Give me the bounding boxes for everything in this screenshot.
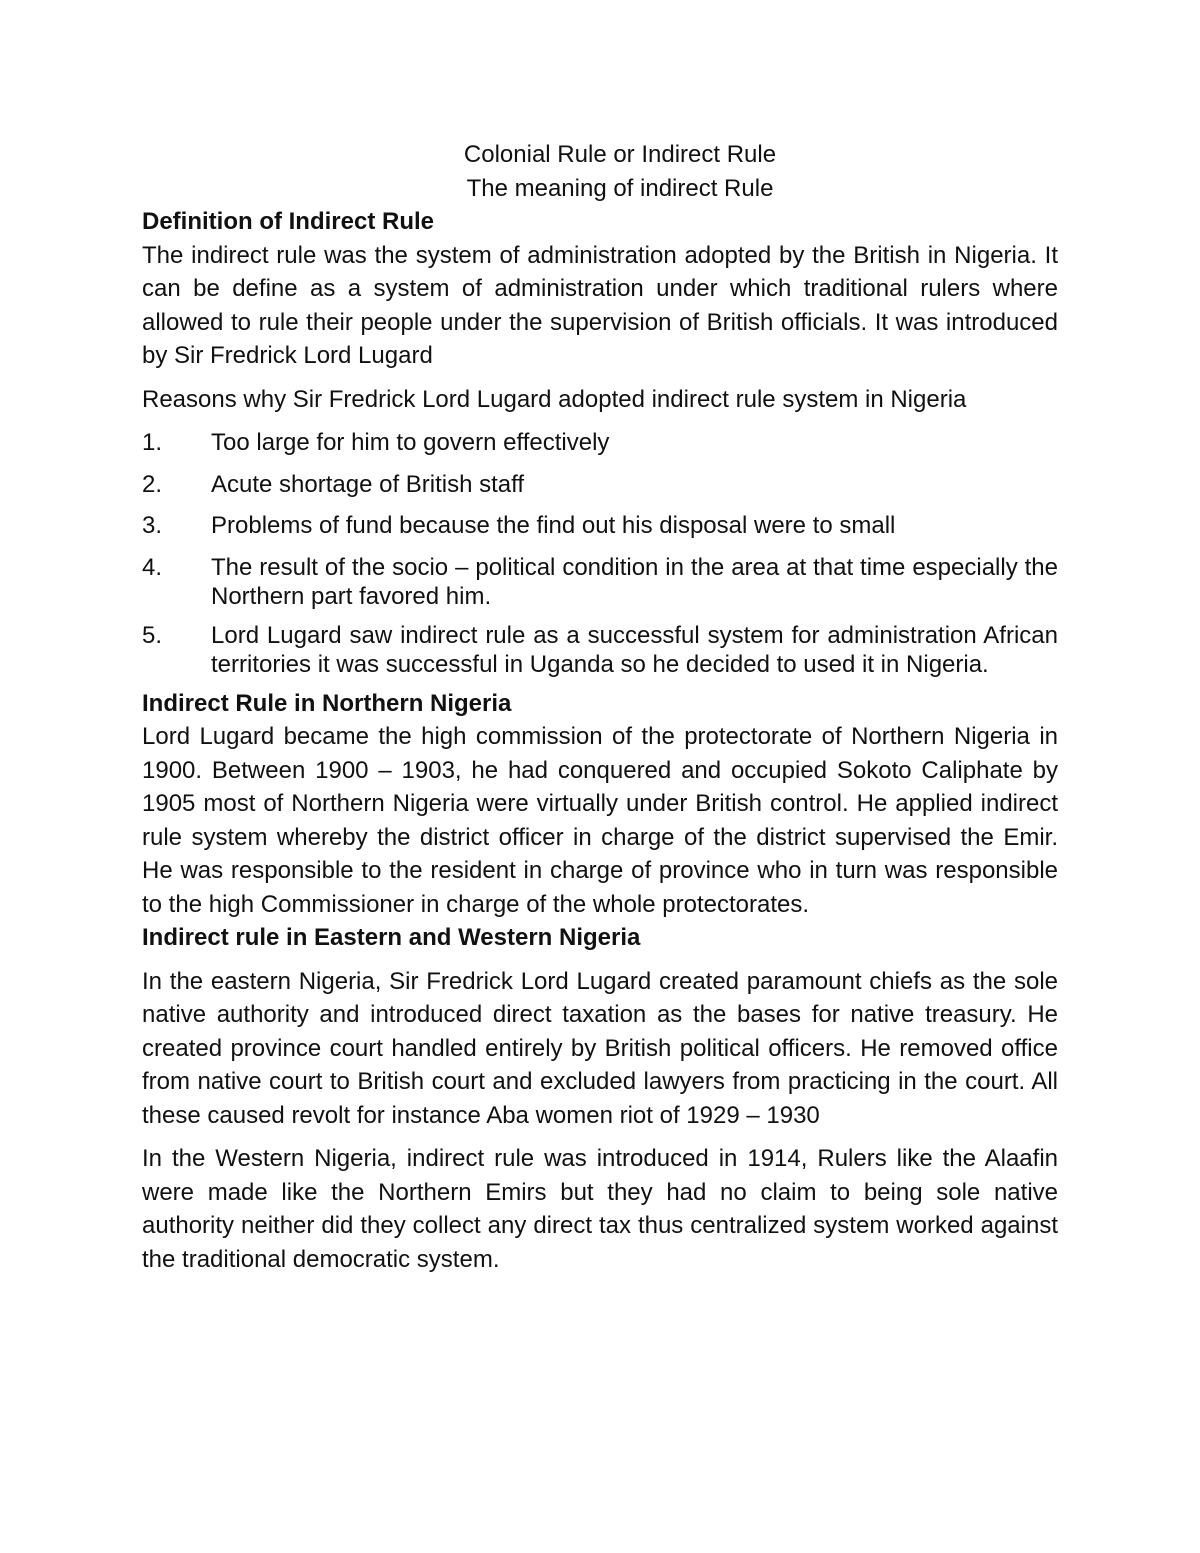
- list-item-number: 4.: [142, 553, 163, 581]
- list-item-number: 1.: [142, 429, 163, 456]
- document-subtitle: The meaning of indirect Rule: [466, 174, 774, 202]
- list-item: [142, 551, 1058, 611]
- list-item-number: 2.: [142, 470, 163, 498]
- list-item: [142, 619, 1058, 679]
- list-item-text: The result of the socio – political condition in the area at that time especially the Northern part favored him.: [211, 553, 1058, 610]
- heading-northern: Indirect Rule in Northern Nigeria: [142, 689, 512, 717]
- list-item-text: Lord Lugard saw indirect rule as a successful system for administration African territories it was successful in Uganda so he decided to used it in Nigeria.: [211, 621, 1058, 678]
- list-item: [142, 468, 1058, 502]
- document-page: [142, 138, 1058, 1276]
- list-item-text: Too large for him to govern effectively: [211, 429, 610, 456]
- paragraph-western: In the Western Nigeria, indirect rule was introduced in 1914, Rulers like the Alaafin were made like the Northern Emirs but they had no claim to being sole native authority neither did they collect any direct tax thus centralized system worked against the traditional democratic system.: [142, 1145, 1058, 1273]
- list-item-text: Problems of fund because the find out his disposal were to small: [211, 512, 896, 539]
- reasons-intro: Reasons why Sir Fredrick Lord Lugard adopted indirect rule system in Nigeria: [142, 385, 967, 413]
- paragraph-definition: The indirect rule was the system of administration adopted by the British in Nigeria. It can be define as a system of administration under which traditional rulers where allowed to rule their people under the supervision of British officials. It was introduced by Sir Fredrick Lord Lugard: [142, 241, 1058, 369]
- document-title: Colonial Rule or Indirect Rule: [463, 141, 777, 168]
- paragraph-eastern: In the eastern Nigeria, Sir Fredrick Lord Lugard created paramount chiefs as the sole native authority and introduced direct taxation as the bases for native treasury. He created province court handled entirely by British political officers. He removed office from native court to British court and excluded lawyers from practicing in the court. All these caused revolt for instance Aba women riot of 1929 – 1930: [142, 967, 1058, 1129]
- heading-eastern-western: Indirect rule in Eastern and Western Nigeria: [142, 924, 641, 951]
- list-item: [142, 426, 1058, 460]
- paragraph-northern: Lord Lugard became the high commission of the protectorate of Northern Nigeria in 1900. Between 1900 – 1903, he had conquered and occupied Sokoto Caliphate by 1905 most of Northern Nigeria were virtually under British control. He applied indirect rule system whereby the district officer in charge of the district supervised the Emir. He was responsible to the resident in charge of province who in turn was responsible to the high Commissioner in charge of the whole protectorates.: [142, 723, 1058, 918]
- list-item-number: 3.: [142, 512, 163, 539]
- list-item-number: 5.: [142, 621, 163, 649]
- list-item-text: Acute shortage of British staff: [211, 470, 525, 498]
- heading-definition: Definition of Indirect Rule: [142, 208, 434, 235]
- reasons-list: [142, 426, 1058, 679]
- list-item: [142, 509, 1058, 543]
